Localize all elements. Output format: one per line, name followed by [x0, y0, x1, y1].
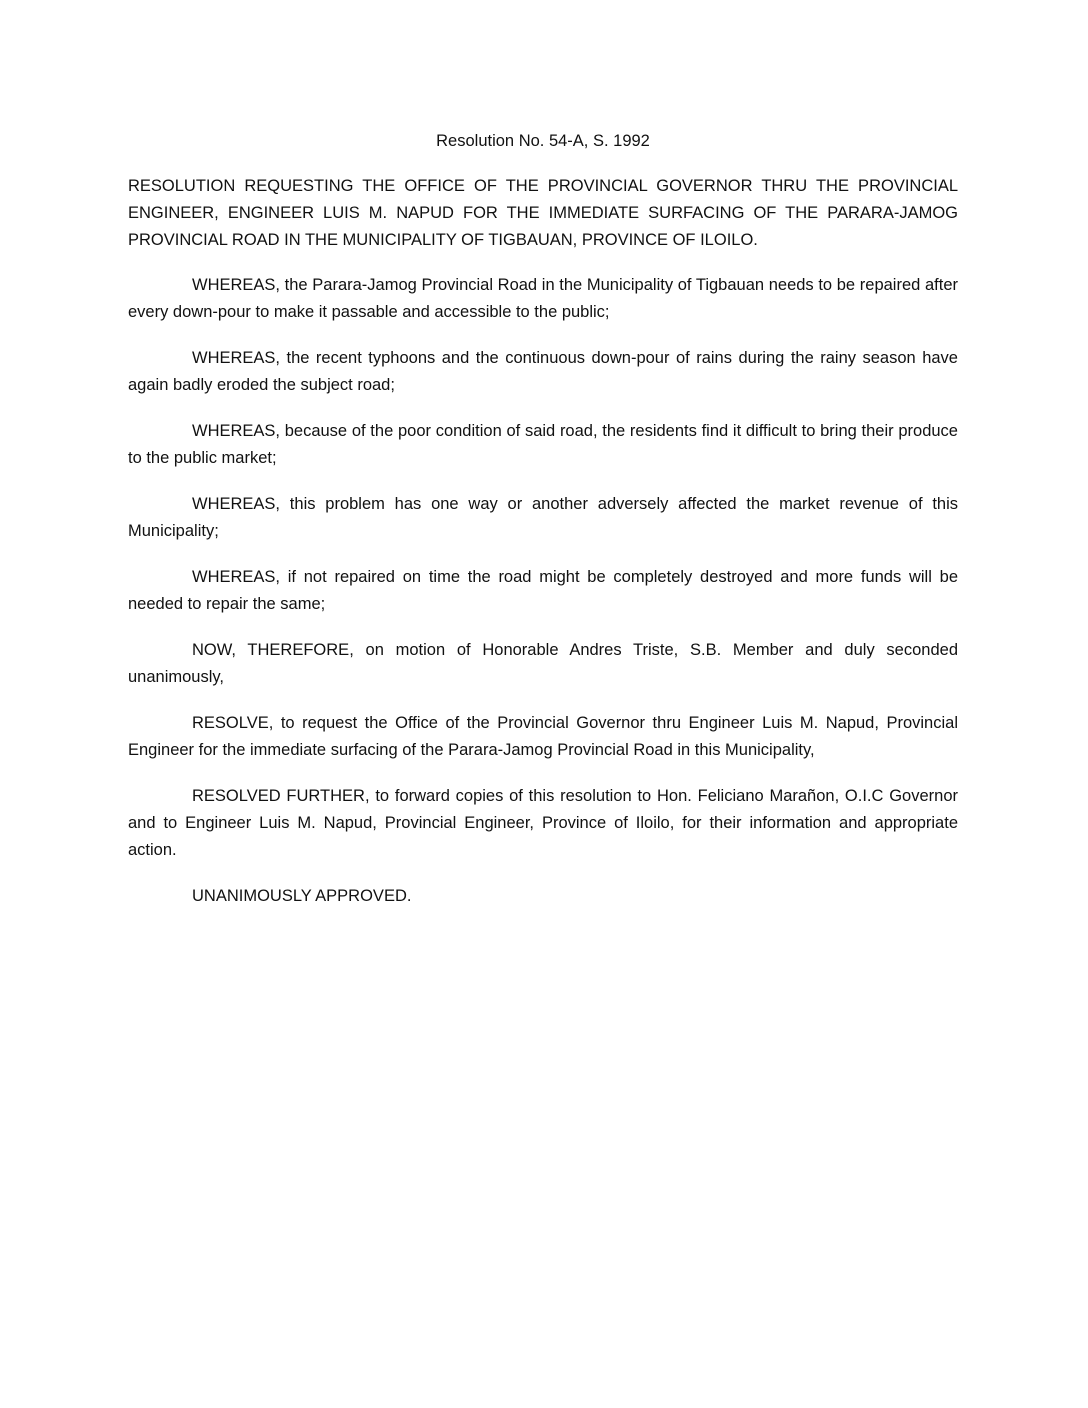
therefore-paragraph: NOW, THEREFORE, on motion of Honorable Andres Triste, S.B. Member and duly seconded unanimously, [128, 641, 958, 686]
resolve-paragraph: RESOLVE, to request the Office of the Provincial Governor thru Engineer Luis M. Napud, Provincial Engineer for the immediate surfacing of the Parara-Jamog Provincial Road in this Municipality, [128, 714, 958, 759]
whereas-paragraph-2: WHEREAS, the recent typhoons and the continuous down-pour of rains during the rainy season have again badly eroded the subject road; [128, 349, 958, 394]
whereas-paragraph-3: WHEREAS, because of the poor condition of said road, the residents find it difficult to bring their produce to the public market; [128, 422, 958, 467]
whereas-paragraph-5: WHEREAS, if not repaired on time the road might be completely destroyed and more funds will be needed to repair the same; [128, 568, 958, 613]
whereas-paragraph-4: WHEREAS, this problem has one way or another adversely affected the market revenue of this Municipality; [128, 495, 958, 540]
resolution-title: Resolution No. 54-A, S. 1992 [436, 132, 650, 150]
approval-statement: UNANIMOUSLY APPROVED. [192, 887, 412, 905]
whereas-paragraph-1: WHEREAS, the Parara-Jamog Provincial Road in the Municipality of Tigbauan needs to be repaired after every down-pour to make it passable and accessible to the public; [128, 276, 958, 321]
resolved-further-paragraph: RESOLVED FURTHER, to forward copies of this resolution to Hon. Feliciano Marañon, O.I.C Governor and to Engineer Luis M. Napud, Provincial Engineer, Province of Iloilo, for their information and appropriate action. [128, 787, 958, 859]
resolution-intro: RESOLUTION REQUESTING THE OFFICE OF THE PROVINCIAL GOVERNOR THRU THE PROVINCIAL ENGINEER, ENGINEER LUIS M. NAPUD FOR THE IMMEDIATE SURFACING OF THE PARARA-JAMOG PROVINCIAL ROAD IN THE MUNICIPALITY OF TIGBAUAN, PROVINCE OF ILOILO. [128, 177, 958, 249]
document-body [128, 129, 958, 910]
